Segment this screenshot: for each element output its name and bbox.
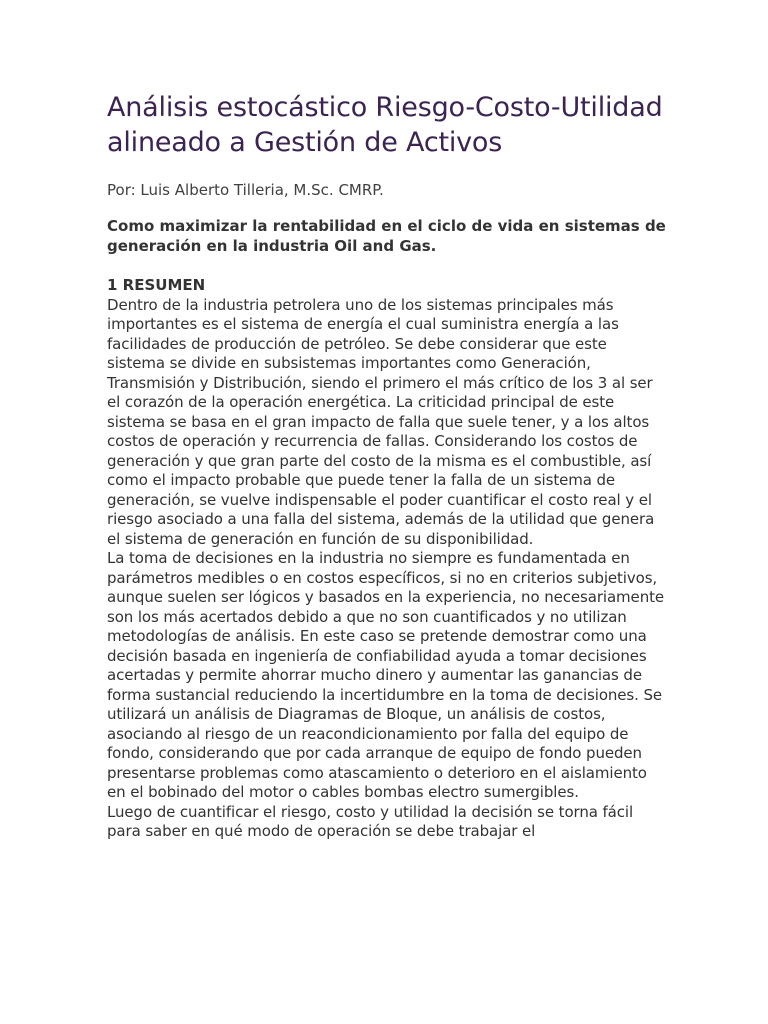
paragraph-decision-making: La toma de decisiones en la industria no siempre es fundamentada en parámetros medibles o en costos específicos, si no en criterios subjetivos, aunque suelen ser lógicos y basados en la experiencia, no necesariamente son los más acertados debido a que no son cuantificados y no utilizan metodologías de análisis. En este caso se pretende demostrar como una decisión basada en ingeniería de confiabilidad ayuda a tomar decisiones acertadas y permite ahorrar mucho dinero y aumentar las ganancias de forma sustancial reduciendo la incertidumbre en la toma de decisiones. Se utilizará un análisis de Diagramas de Bloque, un análisis de costos, asociando al riesgo de un reacondicionamiento por falla del equipo de fondo, considerando que por cada arranque de equipo de fondo pueden presentarse problemas como atascamiento o deterioro en el aislamiento en el bobinado del motor o cables bombas electro sumergibles.: [107, 549, 665, 801]
document-title: Análisis estocástico Riesgo-Costo-Utilidad alineado a Gestión de Activos: [107, 92, 663, 158]
paragraph-conclusion: Luego de cuantificar el riesgo, costo y utilidad la decisión se torna fácil para saber en qué modo de operación se debe trabajar el: [107, 802, 634, 840]
document-subtitle: Como maximizar la rentabilidad en el ciclo de vida en sistemas de generación en la industria Oil and Gas.: [107, 217, 666, 255]
author-line: Por: Luis Alberto Tilleria, M.Sc. CMRP.: [107, 181, 384, 199]
paragraph-intro: Dentro de la industria petrolera uno de los sistemas principales más importantes es el sistema de energía el cual suministra energía a las facilidades de producción de petróleo. Se debe considerar que este sistema se divide en subsistemas importantes como Generación, Transmisión y Distribución, siendo el primero el más crítico de los 3 al ser el corazón de la operación energética. La criticidad principal de este sistema se basa en el gran impacto de falla que suele tener, y a los altos costos de operación y recurrencia de fallas. Considerando los costos de generación y que gran parte del costo de la misma es el combustible, así como el impacto probable que puede tener la falla de un sistema de generación, se vuelve indispensable el poder cuantificar el costo real y el riesgo asociado a una falla del sistema, además de la utilidad que genera el sistema de generación en función de su disponibilidad.: [107, 295, 655, 548]
section-heading: 1 RESUMEN: [107, 276, 206, 294]
document-page: [107, 90, 667, 842]
